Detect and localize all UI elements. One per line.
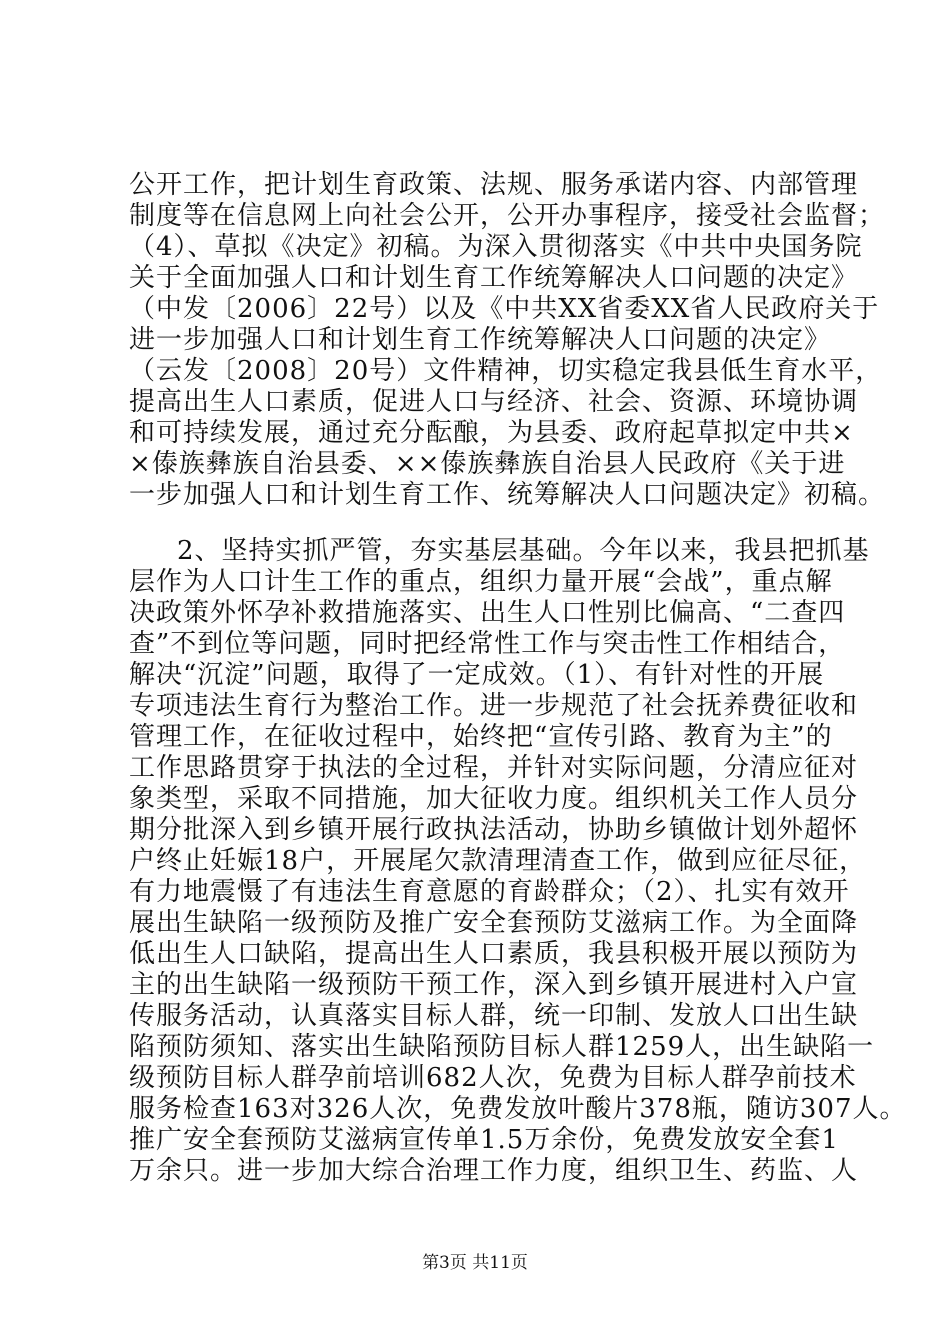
paragraph-line: 服务检查163对326人次，免费发放叶酸片378瓶，随访307人。 [129,1094,907,1124]
paragraph-line: 级预防目标人群孕前培训682人次，免费为目标人群孕前技术 [129,1063,857,1093]
paragraph-line: 传服务活动，认真落实目标人群，统一印制、发放人口出生缺 [129,1001,859,1031]
paragraph-line: 决政策外怀孕补救措施落实、出生人口性别比偏高、“二查四 [129,598,846,628]
paragraph-1 [129,170,886,511]
paragraph-line: 推广安全套预防艾滋病宣传单1.5万余份，免费发放安全套1 [129,1125,839,1155]
paragraph-line: 期分批深入到乡镇开展行政执法活动，协助乡镇做计划外超怀 [129,815,859,845]
paragraph-line: 专项违法生育行为整治工作。进一步规范了社会抚养费征收和 [129,691,859,721]
paragraph-line: 层作为人口计生工作的重点，组织力量开展“会战”，重点解 [129,567,833,597]
paragraph-line: 展出生缺陷一级预防及推广安全套预防艾滋病工作。为全面降 [129,908,859,938]
paragraph-line: （云发〔2008〕20号）文件精神，切实稳定我县低生育水平， [129,356,883,386]
paragraph-line: 和可持续发展，通过充分酝酿，为县委、政府起草拟定中共× [129,418,854,448]
paragraph-line: 管理工作，在征收过程中，始终把“宣传引路、教育为主”的 [129,722,833,752]
paragraph-line: 有力地震慑了有违法生育意愿的育龄群众；（2）、扎实有效开 [129,877,850,907]
paragraph-line: 工作思路贯穿于执法的全过程，并针对实际问题，分清应征对 [129,753,859,783]
paragraph-2 [129,536,907,1187]
paragraph-line: 低出生人口缺陷，提高出生人口素质，我县积极开展以预防为 [129,939,859,969]
paragraph-line: 解决“沉淀”问题，取得了一定成效。（1）、有针对性的开展 [129,660,825,690]
paragraph-line: （中发〔2006〕22号）以及《中共XX省委XX省人民政府关于 [129,294,880,324]
paragraph-line: 象类型，采取不同措施，加大征收力度。组织机关工作人员分 [129,784,859,814]
paragraph-line: ×傣族彝族自治县委、××傣族彝族自治县人民政府《关于进 [129,449,846,479]
paragraph-line: 一步加强人口和计划生育工作、统筹解决人口问题决定》初稿。 [129,480,886,510]
paragraph-line: 陷预防须知、落实出生缺陷预防目标人群1259人，出生缺陷一 [129,1032,875,1062]
paragraph-line: 制度等在信息网上向社会公开，公开办事程序，接受社会监督； [129,201,886,231]
paragraph-line: 主的出生缺陷一级预防干预工作，深入到乡镇开展进村入户宣 [129,970,859,1000]
paragraph-line: （4）、草拟《决定》初稿。为深入贯彻落实《中共中央国务院 [129,232,863,262]
paragraph-line: 公开工作，把计划生育政策、法规、服务承诺内容、内部管理 [129,170,859,200]
paragraph-line: 提高出生人口素质，促进人口与经济、社会、资源、环境协调 [129,387,859,417]
paragraph-line: 查”不到位等问题，同时把经常性工作与突击性工作相结合， [129,629,846,659]
page-number-footer: 第3页 共11页 [422,1253,528,1273]
paragraph-line: 户终止妊娠18户，开展尾欠款清理清查工作，做到应征尽征， [129,846,867,876]
paragraph-line: 2、坚持实抓严管，夯实基层基础。今年以来，我县把抓基 [177,536,870,566]
paragraph-line: 万余只。进一步加大综合治理工作力度，组织卫生、药监、人 [129,1156,859,1186]
paragraph-line: 进一步加强人口和计划生育工作统筹解决人口问题的决定》 [129,325,832,355]
paragraph-line: 关于全面加强人口和计划生育工作统筹解决人口问题的决定》 [129,263,859,293]
